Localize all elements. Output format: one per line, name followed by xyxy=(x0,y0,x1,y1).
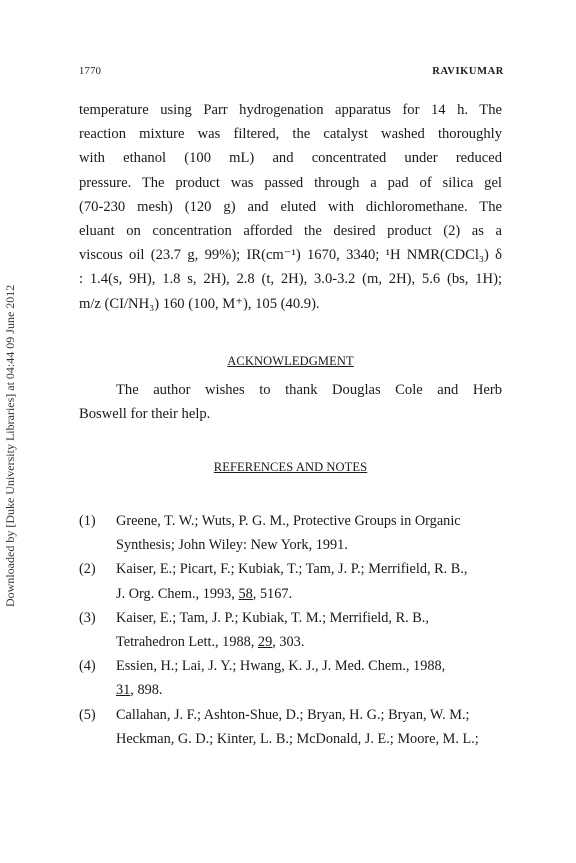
body-line: (70-230 mesh) (120 g) and eluted with dichloromethane. The xyxy=(79,198,502,215)
body-line: m/z (CI/NH₃) 160 (100, M⁺), 105 (40.9). xyxy=(79,295,320,312)
reference-item xyxy=(79,654,519,702)
citation-pages: , 303. xyxy=(272,634,305,651)
acknowledgment-line: The author wishes to thank Douglas Cole and Herb xyxy=(116,382,502,398)
reference-item xyxy=(79,557,519,605)
reference-line: Synthesis; John Wiley: New York, 1991. xyxy=(116,537,348,554)
volume-number: 58 xyxy=(238,585,253,602)
acknowledgment-paragraph xyxy=(79,378,502,426)
experimental-paragraph xyxy=(79,98,502,316)
reference-number: (2) xyxy=(79,561,96,578)
references-heading: REFERENCES AND NOTES xyxy=(213,460,368,474)
citation-text: J. Org. Chem., 1993, xyxy=(116,585,239,602)
body-line: pressure. The product was passed through a pad of silica gel xyxy=(79,174,502,191)
reference-line: Essien, H.; Lai, J. Y.; Hwang, K. J., J. Med. Chem., 1988, xyxy=(116,658,446,675)
reference-item xyxy=(79,509,519,557)
volume-number: 31 xyxy=(116,682,131,699)
reference-number: (3) xyxy=(79,609,96,626)
volume-number: 29 xyxy=(257,634,273,651)
citation-pages: , 5167. xyxy=(252,585,293,602)
reference-line xyxy=(116,678,519,702)
citation-text: Tetrahedron Lett., 1988, xyxy=(116,634,258,651)
body-line: temperature using Parr hydrogenation apparatus for 14 h. The xyxy=(79,102,502,118)
reference-item xyxy=(79,703,519,751)
body-line: reaction mixture was filtered, the catalyst washed thoroughly xyxy=(79,126,502,143)
reference-line: Greene, T. W.; Wuts, P. G. M., Protective Groups in Organic xyxy=(116,513,461,529)
reference-line xyxy=(116,582,519,606)
page-number: 1770 xyxy=(79,66,102,77)
reference-line: Kaiser, E.; Tam, J. P.; Kubiak, T. M.; Merrifield, R. B., xyxy=(116,609,429,626)
reference-item xyxy=(79,606,519,654)
running-head: RAVIKUMAR xyxy=(432,66,504,77)
body-line: with ethanol (100 mL) and concentrated under reduced xyxy=(79,150,502,167)
reference-number: (4) xyxy=(79,658,96,675)
reference-line: Callahan, J. F.; Ashton-Shue, D.; Bryan, H. G.; Bryan, W. M.; xyxy=(116,706,470,723)
acknowledgment-heading: ACKNOWLEDGMENT xyxy=(227,354,354,368)
download-watermark: Downloaded by [Duke University Libraries] at 04:44 09 June 2012 xyxy=(3,284,17,607)
body-line: eluant on concentration afforded the desired product (2) as a xyxy=(79,223,502,240)
reference-line: Heckman, G. D.; Kinter, L. B.; McDonald, J. E.; Moore, M. L.; xyxy=(116,730,479,747)
body-line: viscous oil (23.7 g, 99%); IR(cm⁻¹) 1670, 3340; ¹H NMR(CDCl₃) δ xyxy=(79,247,502,264)
citation-pages: , 898. xyxy=(130,682,163,699)
reference-line: Kaiser, E.; Picart, F.; Kubiak, T.; Tam, J. P.; Merrifield, R. B., xyxy=(116,561,468,578)
acknowledgment-line: Boswell for their help. xyxy=(79,406,211,423)
reference-line xyxy=(116,630,519,654)
reference-list xyxy=(79,509,519,751)
body-line: : 1.4(s, 9H), 1.8 s, 2H), 2.8 (t, 2H), 3.0-3.2 (m, 2H), 5.6 (bs, 1H); xyxy=(79,271,502,288)
reference-number: (1) xyxy=(79,513,96,529)
reference-number: (5) xyxy=(79,706,96,723)
